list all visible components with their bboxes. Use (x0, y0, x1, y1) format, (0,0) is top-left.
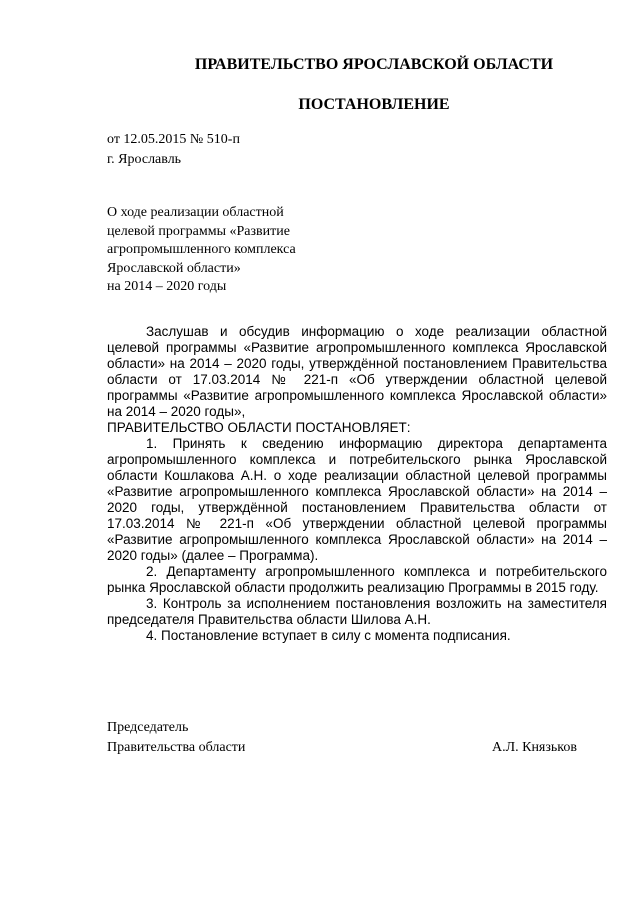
decree-line: ПРАВИТЕЛЬСТВО ОБЛАСТИ ПОСТАНОВЛЯЕТ: (107, 420, 411, 435)
signature-title-line1: Председатель (107, 720, 189, 735)
subject-line: О ходе реализации областной (107, 205, 284, 220)
item-paragraph-3: 3. Контроль за исполнением постановления возложить на заместителя председателя Правительства области Шилова А.Н. (107, 596, 607, 627)
subject-line: на 2014 – 2020 годы (107, 279, 227, 294)
city-line: г. Ярославль (107, 152, 182, 167)
item-paragraph-1: 1. Принять к сведению информацию директора департамента агропромышленного комплекса и потребительского рынка Ярославской области Кошлакова А.Н. о ходе реализации областной целевой программы «Развитие агропромышленного комплекса Ярославской области» на 2014 – 2020 годы, утверждённой постановлением Правительства области от 17.03.2014 № 221-п «Об утверждении областной целевой программы «Развитие агропромышленного комплекса Ярославской области» на 2014 – 2020 годы» (далее – Программа). (107, 436, 607, 563)
document-body (107, 324, 607, 644)
document-type-heading: ПОСТАНОВЛЕНИЕ (298, 96, 450, 113)
date-number-line: от 12.05.2015 № 510-п (107, 132, 240, 147)
subject-line: Ярославской области» (107, 260, 241, 276)
subject-line: целевой программы «Развитие (107, 223, 290, 239)
signature-name: А.Л. Князьков (492, 740, 577, 755)
item-paragraph-2: 2. Департаменту агропромышленного комплекса и потребительского рынка Ярославской области продолжить реализацию Программы в 2015 году. (107, 564, 607, 595)
signature-title-line2: Правительства области (107, 740, 246, 755)
item-paragraph-4: 4. Постановление вступает в силу с момента подписания. (146, 628, 511, 643)
subject-block (107, 204, 296, 297)
preamble-paragraph: Заслушав и обсудив информацию о ходе реализации областной целевой программы «Развитие агропромышленного комплекса Ярославской области» на 2014 – 2020 годы, утверждённой постановлением Правительства области от 17.03.2014 № 221-п «Об утверждении областной целевой программы «Развитие агропромышленного комплекса Ярославской области» на 2014 – 2020 годы», (107, 324, 607, 419)
subject-line: агропромышленного комплекса (107, 242, 296, 257)
government-heading: ПРАВИТЕЛЬСТВО ЯРОСЛАВСКОЙ ОБЛАСТИ (194, 56, 554, 73)
